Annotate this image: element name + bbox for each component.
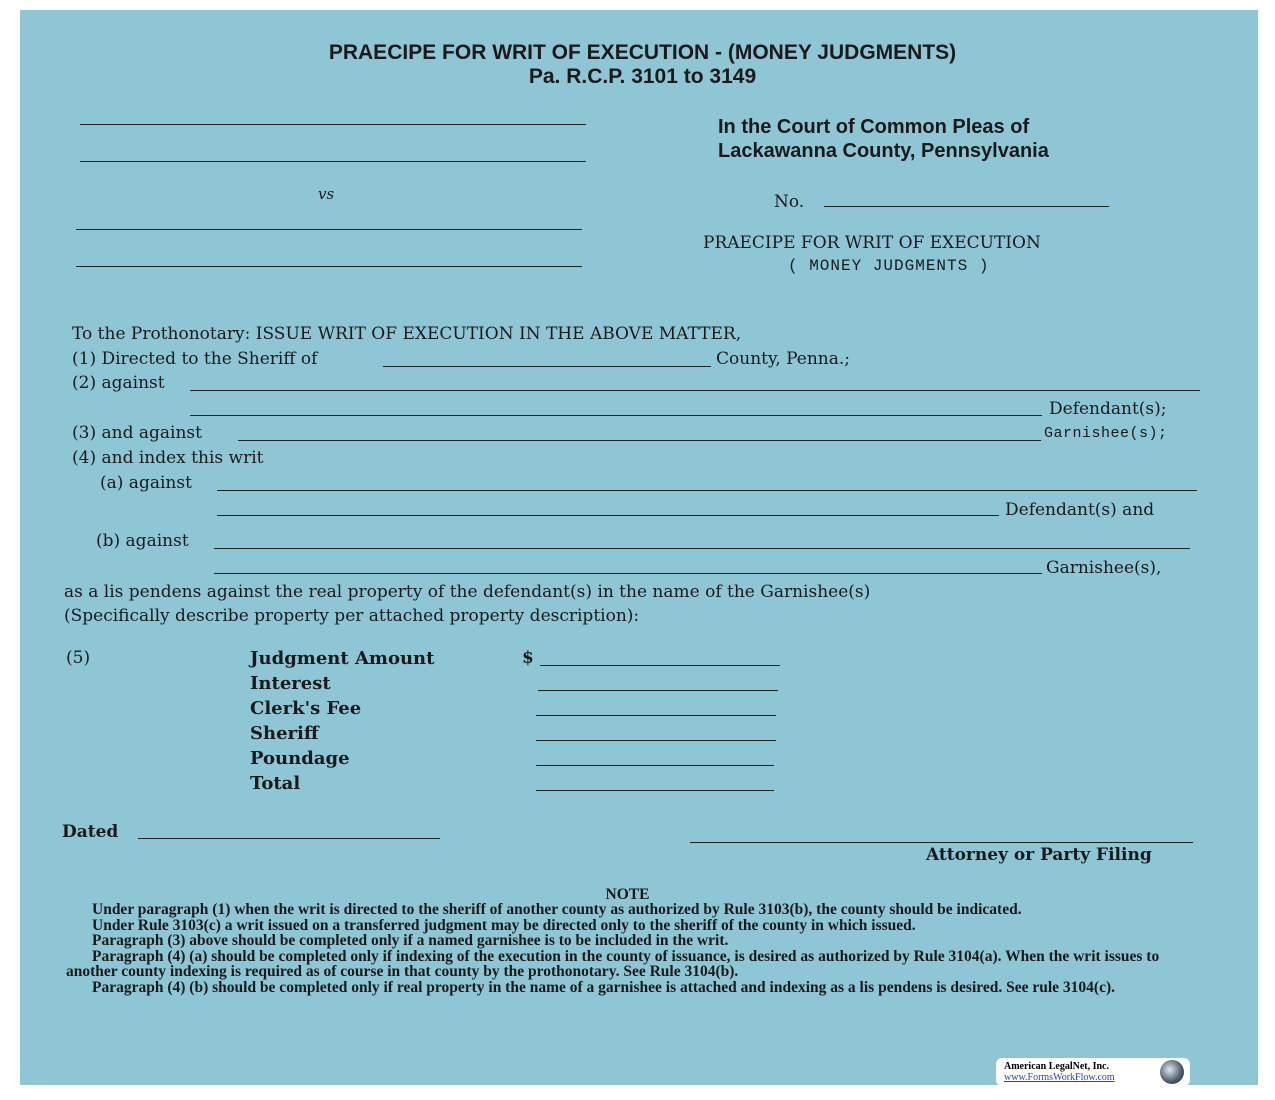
defendants-and-label: Defendant(s) and: [1005, 500, 1155, 520]
note-paragraph: Paragraph (4) (a) should be completed only if indexing of the execution in the county of issuance, is desired as authorized by Rule 3104(a). When the writ issues to another county indexing is required as of course in that county by the prothonotary. See Rule 3104(b).: [66, 947, 1160, 980]
plaintiff-line-2[interactable]: [80, 161, 586, 162]
paragraph-5-label: (5): [66, 648, 91, 668]
index-against-field-2[interactable]: [217, 515, 999, 516]
dated-field[interactable]: [138, 838, 440, 839]
against-field-2[interactable]: [190, 415, 1042, 416]
interest-label: Interest: [250, 673, 331, 694]
publisher-logo: [996, 1058, 1190, 1086]
signature-label: Attorney or Party Filing: [926, 845, 1152, 865]
paragraph-1-label: (1) Directed to the Sheriff of: [72, 349, 318, 369]
court-line-1: In the Court of Common Pleas of: [718, 116, 1030, 138]
note-body: [66, 902, 1196, 995]
defendants-label: Defendant(s);: [1049, 399, 1167, 419]
form-title-line-1: PRAECIPE FOR WRIT OF EXECUTION: [703, 233, 1041, 253]
clerks-fee-field[interactable]: [536, 715, 776, 716]
index-garnishee-field-1[interactable]: [214, 548, 1190, 549]
garnishee-field[interactable]: [238, 440, 1041, 441]
property-description-text: (Specifically describe property per attached property description):: [64, 606, 640, 626]
form-title-line-2: ( MONEY JUDGMENTS ): [788, 257, 990, 275]
clerks-fee-label: Clerk's Fee: [250, 698, 362, 719]
case-number-field[interactable]: [824, 206, 1109, 207]
intro-text: To the Prothonotary: ISSUE WRIT OF EXECUTION IN THE ABOVE MATTER,: [72, 324, 742, 344]
defendant-line-2[interactable]: [76, 266, 582, 267]
form-subtitle: Pa. R.C.P. 3101 to 3149: [528, 65, 757, 88]
paragraph-2-label: (2) against: [72, 373, 165, 393]
county-suffix: County, Penna.;: [716, 349, 851, 369]
dated-label: Dated: [62, 822, 119, 842]
index-against-field-1[interactable]: [217, 490, 1197, 491]
sheriff-field[interactable]: [536, 740, 776, 741]
garnishees-label-2: Garnishee(s),: [1046, 558, 1162, 578]
paragraph-3-label: (3) and against: [72, 423, 202, 443]
court-line-2: Lackawanna County, Pennsylvania: [718, 140, 1049, 162]
logo-name: American LegalNet, Inc.: [1004, 1061, 1109, 1072]
index-garnishee-field-2[interactable]: [214, 573, 1042, 574]
note-paragraph: Under Rule 3103(c) a writ issued on a transferred judgment may be directed only to the sheriff of the county in which issued.: [92, 916, 916, 934]
dollar-sign: $: [522, 648, 534, 668]
paragraph-4-label: (4) and index this writ: [72, 448, 264, 468]
note-heading: NOTE: [605, 886, 650, 903]
note-paragraph: Paragraph (3) above should be completed only if a named garnishee is to be included in the writ.: [92, 932, 729, 949]
globe-icon: [1160, 1060, 1184, 1084]
judgment-amount-label: Judgment Amount: [250, 648, 435, 669]
lis-pendens-text: as a lis pendens against the real property of the defendant(s) in the name of the Garnishee(s): [64, 582, 871, 602]
defendant-line-1[interactable]: [76, 229, 582, 230]
poundage-label: Poundage: [250, 748, 350, 769]
versus-label: vs: [318, 185, 335, 203]
number-label: No.: [774, 192, 805, 212]
form-title: PRAECIPE FOR WRIT OF EXECUTION - (MONEY JUDGMENTS): [328, 41, 957, 64]
note-paragraph: Paragraph (4) (b) should be completed only if real property in the name of a garnishee is attached and indexing as a lis pendens is desired. See rule 3104(c).: [92, 978, 1116, 996]
garnishees-label: Garnishee(s);: [1044, 425, 1168, 442]
paragraph-4b-label: (b) against: [96, 531, 189, 551]
logo-url[interactable]: www.FormsWorkFlow.com: [1004, 1072, 1115, 1083]
interest-field[interactable]: [538, 690, 778, 691]
sheriff-county-field[interactable]: [383, 366, 711, 367]
poundage-field[interactable]: [536, 765, 774, 766]
judgment-amount-field[interactable]: [540, 665, 780, 666]
sheriff-label: Sheriff: [250, 723, 319, 744]
against-field-1[interactable]: [190, 390, 1200, 391]
total-label: Total: [250, 773, 301, 794]
note-paragraph: Under paragraph (1) when the writ is directed to the sheriff of another county as authorized by Rule 3103(b), the county should be indicated.: [92, 901, 1022, 918]
total-field[interactable]: [536, 790, 774, 791]
paragraph-4a-label: (a) against: [100, 473, 192, 493]
signature-field[interactable]: [690, 842, 1193, 843]
plaintiff-line-1[interactable]: [80, 124, 586, 125]
